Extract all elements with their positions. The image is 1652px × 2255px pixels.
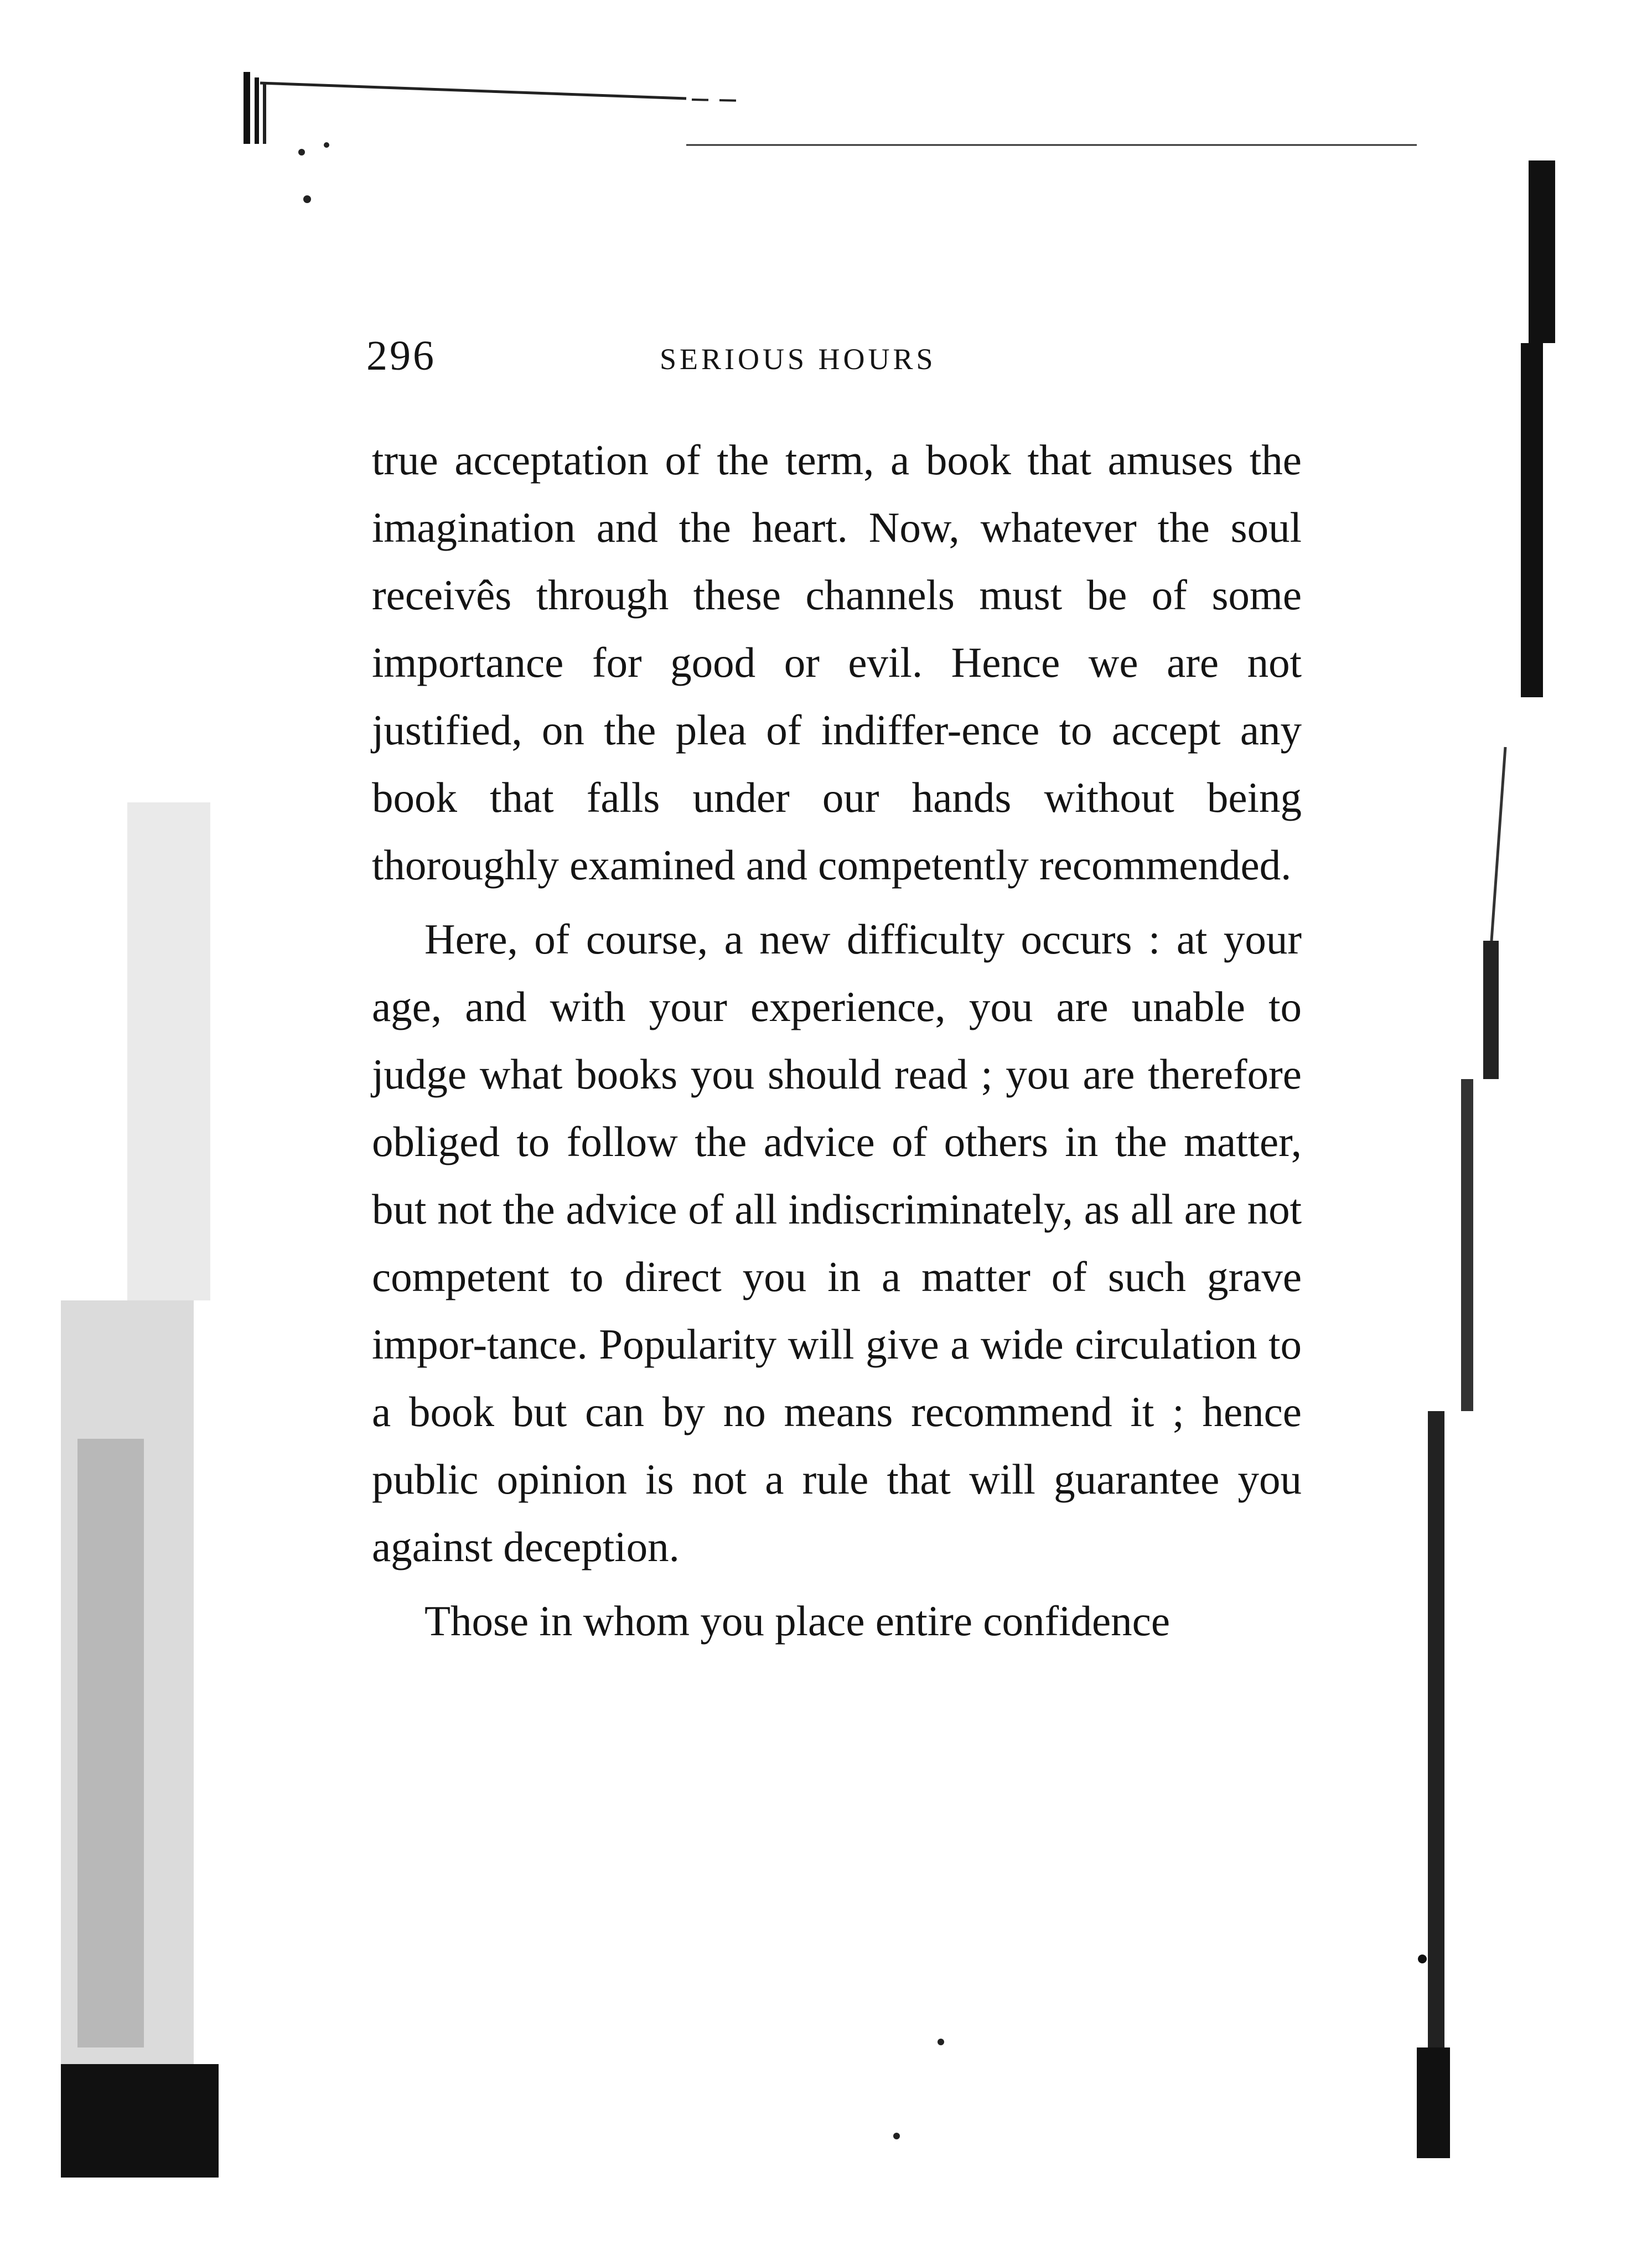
page-number: 296	[366, 333, 436, 379]
right-edge-binding	[1417, 2047, 1450, 2158]
speck	[298, 149, 305, 155]
speck	[303, 195, 311, 203]
speck	[324, 142, 329, 148]
right-edge-binding	[1521, 343, 1543, 697]
paragraph: Here, of course, a new difficulty occurs : at your age, and with your experience, you are unable to judge what books you should read ; you are therefore obliged to follow the advice of others in the matter, but not the advice of all indiscriminately, as all are not competent to direct you in a matter of such grave impor-tance. Popularity will give a wide circulation to a book but can by no means recommend it ; hence public opinion is not a rule that will guarantee you against deception.	[372, 915, 1302, 1570]
paragraph: true acceptation of the term, a book that amuses the imagination and the heart. Now, whatever the soul receivês through these channels must be of some importance for good or evil. Hence we are not justified, on the plea of indiffer-ence to accept any book that falls under our hands without being thoroughly examined and competently recommended.	[372, 436, 1302, 889]
right-edge-line	[1492, 747, 1505, 941]
top-rule	[260, 83, 686, 99]
top-left-binding-mark	[263, 83, 266, 144]
top-left-binding-mark	[244, 72, 250, 144]
left-edge-noise	[127, 802, 210, 1300]
right-edge-binding	[1483, 941, 1499, 1079]
left-edge-noise	[77, 1439, 144, 2047]
right-edge-binding	[1461, 1079, 1473, 1411]
right-edge-binding	[1529, 160, 1555, 343]
speck	[893, 2133, 900, 2139]
left-edge-noise	[61, 1300, 194, 2064]
paragraph: Those in whom you place entire confidence	[424, 1597, 1171, 1645]
left-edge-shadow	[61, 2064, 219, 2178]
top-rule	[692, 100, 742, 101]
body-text	[372, 426, 1302, 1661]
running-head: SERIOUS HOURS	[660, 343, 936, 376]
speck	[938, 2039, 944, 2045]
speck	[1418, 1955, 1427, 1963]
top-left-binding-mark	[255, 77, 259, 144]
page-header	[361, 332, 1379, 382]
right-edge-binding	[1428, 1411, 1444, 2103]
